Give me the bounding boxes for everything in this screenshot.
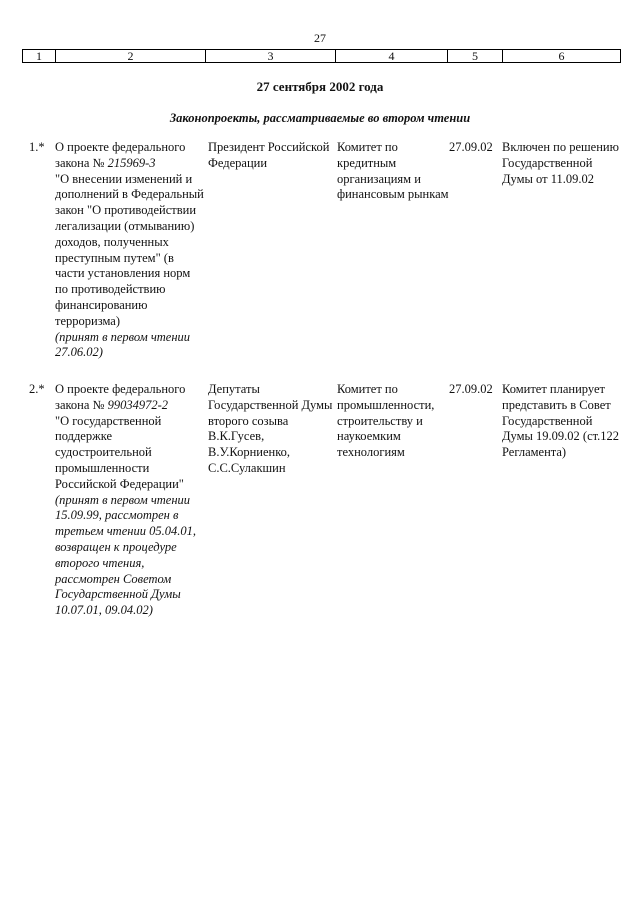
column-number: 3 bbox=[206, 50, 336, 63]
responsible-committee: Комитет по кредитным организациям и финансовым рынкам bbox=[337, 140, 449, 202]
reading-note: (принят в первом чтении 15.09.99, рассмотрен в третьем чтении 05.04.01, возвращен к процедуре второго чтения, рассмотрен Советом Государственной Думы 10.07.01, 09.04.02) bbox=[55, 492, 196, 618]
bill-title-prefix: О проекте федерального закона № bbox=[55, 140, 186, 170]
bill-initiator: Депутаты Государственной Думы второго созыва В.К.Гусев, В.У.Корниенко, С.С.Сулакшин bbox=[208, 382, 333, 475]
bill-initiator: Президент Российской Федерации bbox=[208, 140, 330, 170]
column-number: 5 bbox=[448, 50, 503, 63]
bill-title-body: "О внесении изменений и дополнений в Федеральный закон "О противодействии легализации (отмыванию) доходов, полученных преступным путем" (в части установления норм по противодействию финансированию терроризма) bbox=[55, 171, 204, 328]
bill-title-body: "О государственной поддержке судостроительной промышленности Российской Федерации" bbox=[55, 413, 184, 491]
consideration-date: 27.09.02 bbox=[449, 140, 493, 154]
bill-title-prefix: О проекте федерального закона № bbox=[55, 382, 186, 412]
date-heading: 27 сентября 2002 года bbox=[256, 79, 384, 94]
column-numbers-row bbox=[22, 49, 621, 63]
column-number: 6 bbox=[503, 50, 621, 63]
reading-note: (принят в первом чтении 27.06.02) bbox=[55, 329, 191, 360]
section-heading: Законопроекты, рассматриваемые во втором чтении bbox=[169, 111, 471, 125]
page-number: 27 bbox=[314, 31, 326, 45]
entry-number: 2.* bbox=[29, 382, 45, 396]
bill-status: Комитет планирует представить в Совет Государственной Думы 19.09.02 (ст.122 Регламента) bbox=[502, 382, 620, 460]
column-number: 4 bbox=[336, 50, 448, 63]
bill-status: Включен по решению Государственной Думы от 11.09.02 bbox=[502, 140, 619, 186]
bill-title bbox=[55, 140, 205, 361]
bill-number: 215969-3 bbox=[107, 155, 156, 170]
bill-title bbox=[55, 382, 205, 619]
consideration-date: 27.09.02 bbox=[449, 382, 493, 396]
bill-number: 99034972-2 bbox=[107, 397, 169, 412]
responsible-committee: Комитет по промышленности, строительству и наукоемким технологиям bbox=[337, 382, 435, 460]
column-number: 2 bbox=[56, 50, 206, 63]
entry-number: 1.* bbox=[29, 140, 45, 154]
column-number: 1 bbox=[23, 50, 56, 63]
